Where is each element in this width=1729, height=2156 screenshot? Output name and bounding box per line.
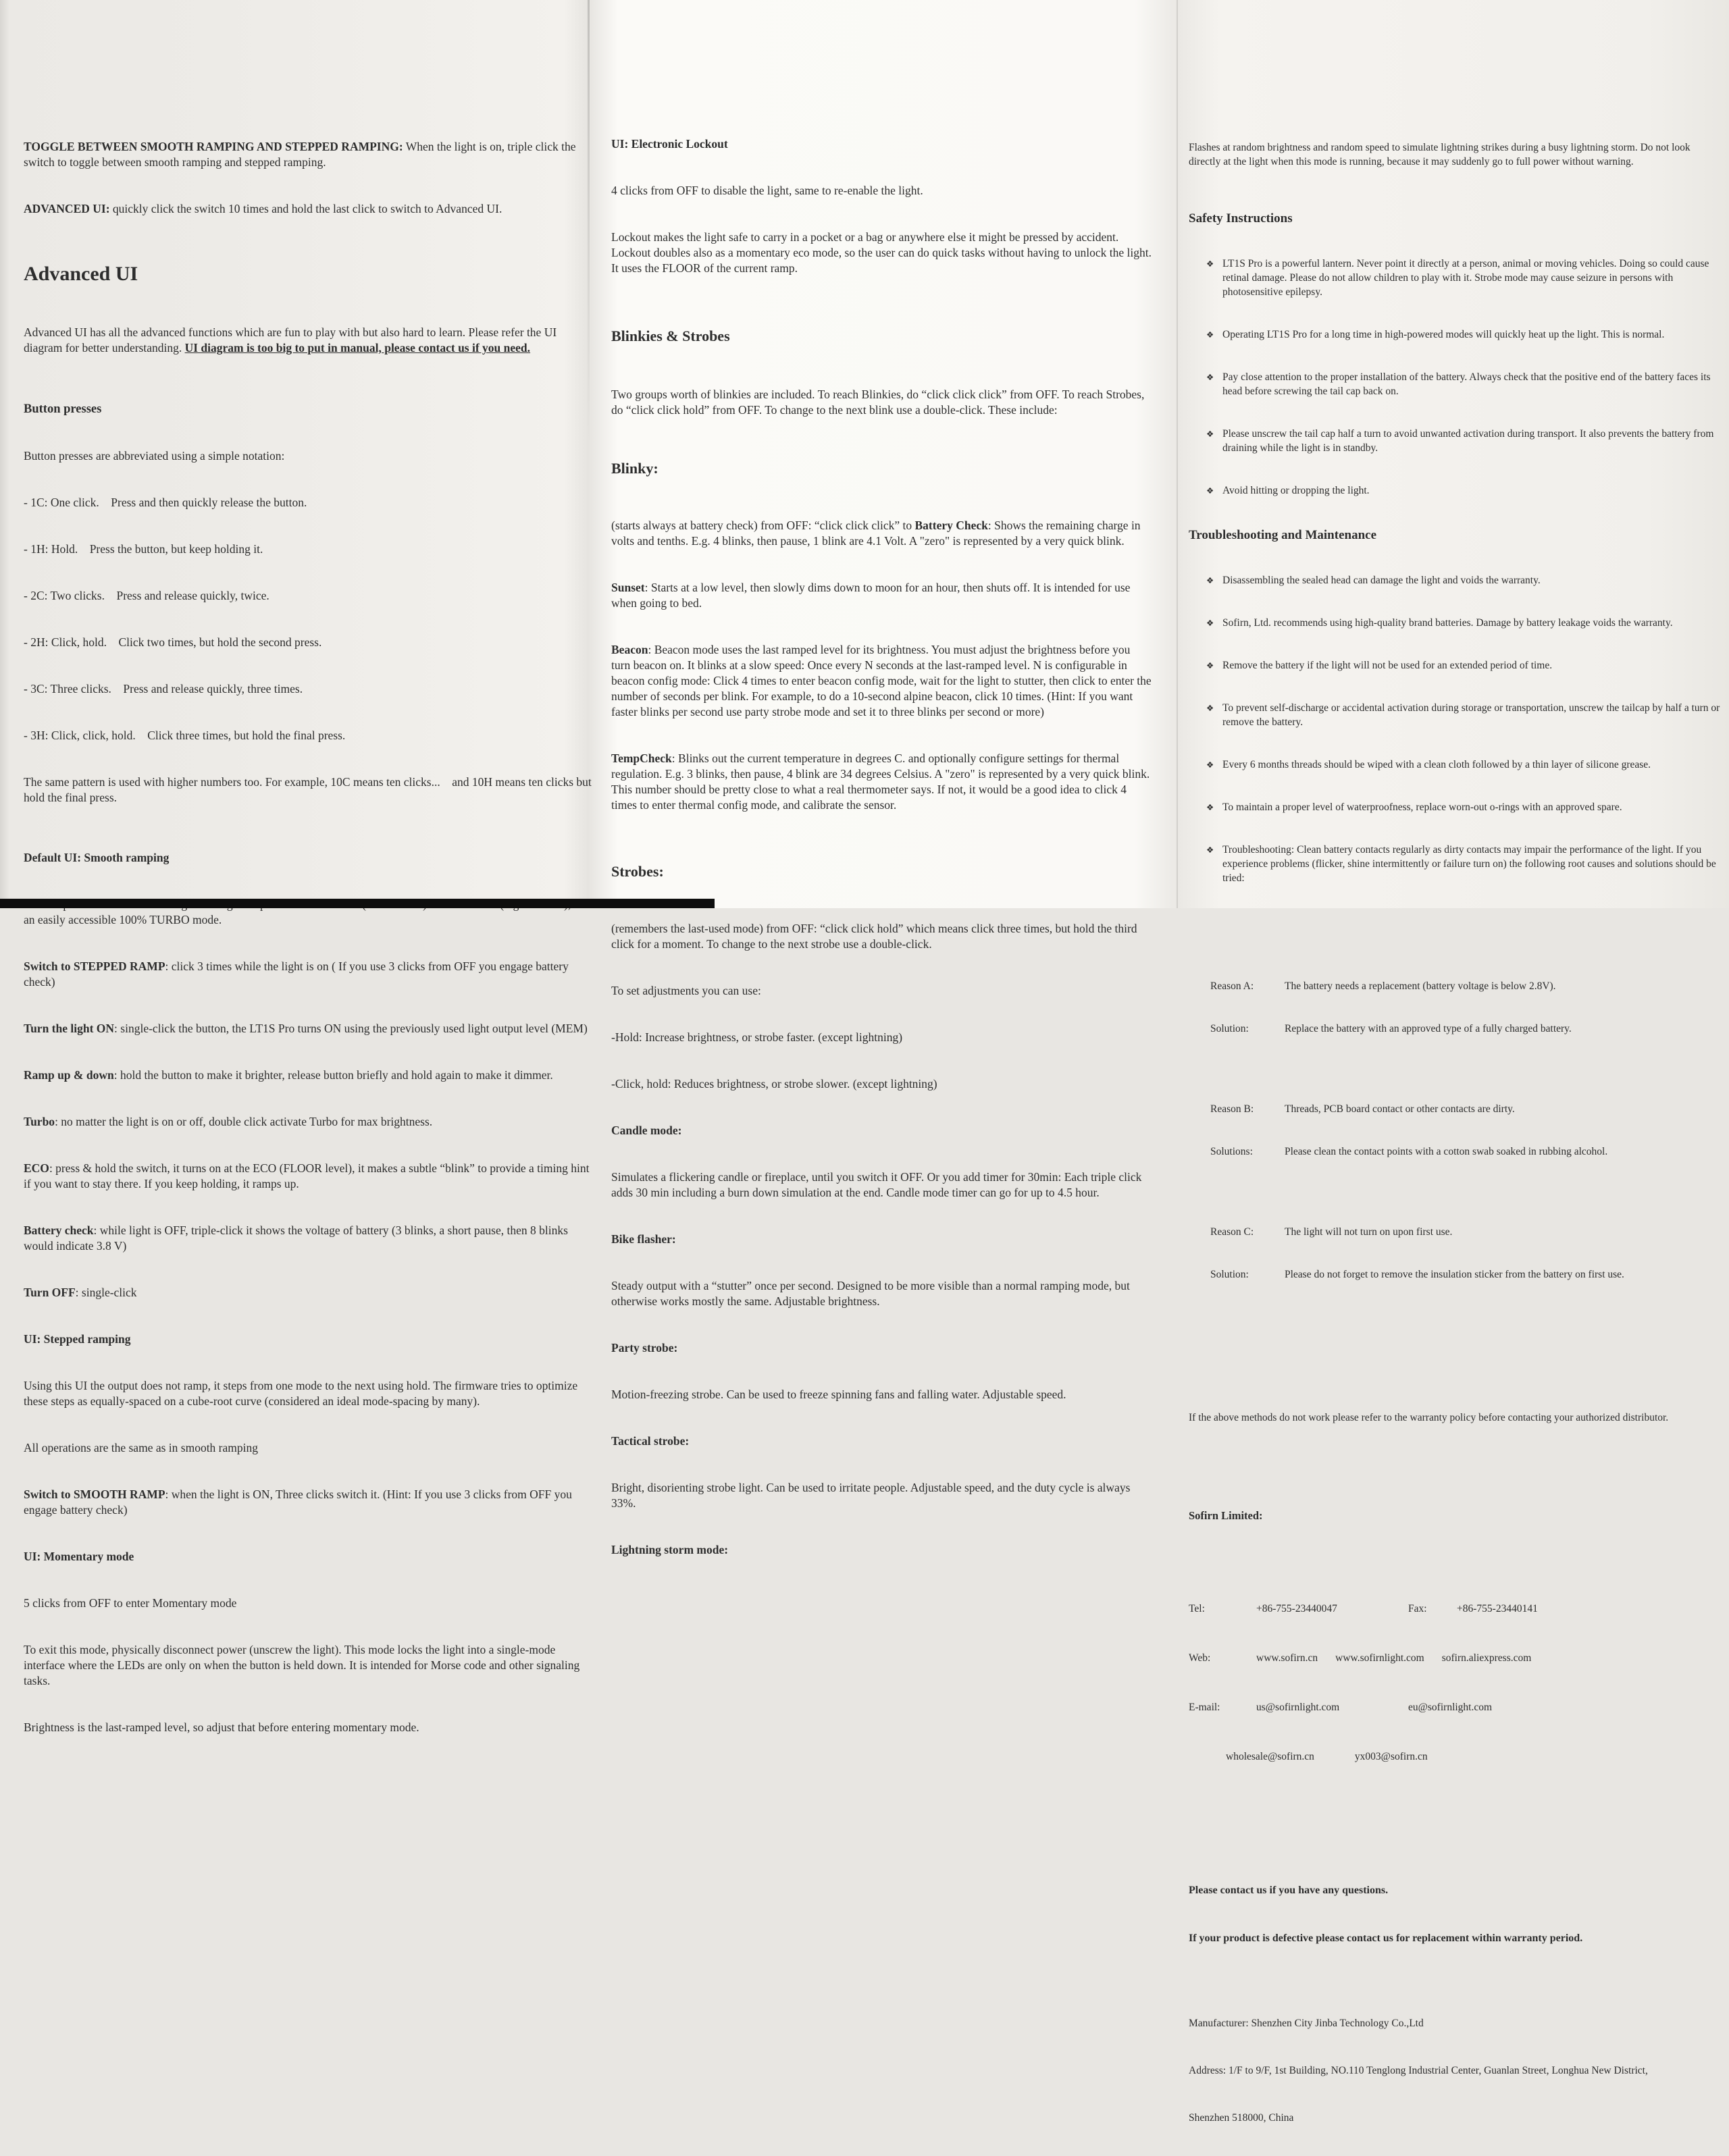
ui-entry	[611, 580, 1152, 611]
paragraph: The same pattern is used with higher numbers too. For example, 10C means ten clicks... and 10H means ten clicks but hold the final press.	[24, 775, 595, 804]
column-middle	[611, 105, 1155, 1589]
entry-lead: Switch to STEPPED RAMP	[24, 959, 165, 973]
contact-row	[1189, 1750, 1724, 1764]
scan-artifact-bar	[0, 899, 715, 908]
entry-lead: ECO	[24, 1161, 49, 1175]
maintenance-item-text: Sofirn, Ltd. recommends using high-quality brand batteries. Damage by battery leakage voids the warranty.	[1222, 617, 1673, 629]
entry-lead: Sunset	[611, 581, 645, 594]
diamond-bullet-icon: ❖	[1206, 259, 1214, 269]
safety-item	[1189, 483, 1724, 498]
contact-row	[1189, 1602, 1724, 1616]
list-item: - 1H: Hold. Press the button, but keep holding it.	[24, 542, 263, 556]
mode-heading: Party strobe:	[611, 1341, 678, 1355]
entry-text: : while light is OFF, triple-click it shows the voltage of battery (3 blinks, a short pause, then 8 blinks would indicate 3.8 V)	[24, 1224, 571, 1253]
contact-row	[1189, 1651, 1724, 1666]
paragraph: Button presses are abbreviated using a simple notation:	[24, 449, 285, 463]
tel-label: Tel:	[1189, 1603, 1205, 1614]
paragraph: Simulates a flickering candle or fireplace, until you switch it OFF. Or you add timer for 30min: Each triple click adds 30 min including a burn down simulation at the end. Candle mode timer can go for up to 4.5 hour.	[611, 1170, 1145, 1199]
entry-text: : hold the button to make it brighter, release button briefly and hold again to make it dimmer.	[113, 1068, 553, 1082]
safety-item-text: Please unscrew the tail cap half a turn to avoid unwanted activation during transport. It also prevents the battery from draining while the light is in standby.	[1222, 428, 1717, 454]
reason-text: The light will not turn on upon first use.	[1285, 1226, 1453, 1238]
spacer	[1189, 1841, 1724, 1852]
subsection-heading: UI: Stepped ramping	[24, 1332, 131, 1346]
maintenance-item-text: Disassembling the sealed head can damage the light and voids the warranty.	[1222, 575, 1541, 586]
entry-text: : single-click the button, the LT1S Pro turns ON using the previously used light output level (MEM)	[114, 1022, 588, 1035]
paragraph: Bright, disorienting strobe light. Can be used to irritate people. Adjustable speed, and the duty cycle is always 33%.	[611, 1481, 1133, 1510]
entry-text: : Beacon mode uses the last ramped level for its brightness. You must adjust the brightness before you turn beacon on. It blinks at a slow speed: Once every N seconds at the last-ramped level. N is configurable in beacon config mode: Click 4 times to enter beacon config mode, wait for the light to stutter, then click to enter the number of seconds per blink. For example, to do a 10-second alpine beacon, click 10 times. (Hint: If you want faster blinks per second use party strobe mode and set it to three blinks per second or more)	[611, 643, 1155, 718]
maintenance-item	[1189, 701, 1724, 729]
safety-item	[1189, 257, 1724, 299]
subsection-heading: Default UI: Smooth ramping	[24, 851, 170, 864]
entry-lead: Beacon	[611, 643, 648, 656]
reason-text: Threads, PCB board contact or other contacts are dirty.	[1285, 1103, 1515, 1115]
section-title: Strobes:	[611, 863, 664, 880]
reason-label: Reason B:	[1210, 1103, 1254, 1115]
spacer	[1189, 1976, 1724, 1986]
section-title: Advanced UI	[24, 263, 138, 285]
safety-item-text: Avoid hitting or dropping the light.	[1222, 485, 1370, 496]
safety-item	[1189, 327, 1724, 342]
paragraph: (remembers the last-used mode) from OFF: “click click hold” which means click three times, but hold the third click for a moment. To change to the next strobe use a double-click.	[611, 922, 1140, 951]
entry-text: : press & hold the switch, it turns on at the ECO (FLOOR level), it makes a subtle “blink” to provide a timing hint if you want to stay there. If you keep holding, it ramps up.	[24, 1161, 592, 1190]
diamond-bullet-icon: ❖	[1206, 802, 1214, 812]
paragraph: 5 clicks from OFF to enter Momentary mode	[24, 1596, 237, 1610]
diamond-bullet-icon: ❖	[1206, 760, 1214, 770]
manufacturer-line: Manufacturer: Shenzhen City Jinba Technology Co.,Ltd	[1189, 2018, 1424, 2029]
paragraph: Two groups worth of blinkies are included. To reach Blinkies, do “click click click” from OFF. To reach Strobes, do “click click hold” from OFF. To change to the next blink use a double-click. These include:	[611, 388, 1147, 417]
diamond-bullet-icon: ❖	[1206, 485, 1214, 496]
reason-label: Solution:	[1210, 1023, 1249, 1034]
entry-text: : click 3 times while the light is on ( If you use 3 clicks from OFF you engage battery check)	[24, 959, 572, 989]
subsection-heading: Button presses	[24, 402, 102, 416]
entry-text: : Blinks out the current temperature in degrees C. and optionally configure settings for thermal regulation. E.g. 3 blinks, then pause, 4 blink are 34 degrees Celsius. A "zero" is represented by a very quick blink. This number should be pretty close to what a real thermometer says. If not, it would be a good idea to click 4 times to enter thermal config mode, and calibrate the sensor.	[611, 752, 1153, 812]
ui-entry	[24, 1068, 596, 1083]
paragraph	[24, 201, 596, 217]
maintenance-item-text: Remove the battery if the light will not be used for an extended period of time.	[1222, 660, 1553, 671]
mode-heading: Bike flasher:	[611, 1232, 676, 1246]
reason-row	[1210, 979, 1724, 993]
maintenance-item-text: Troubleshooting: Clean battery contacts regularly as dirty contacts may impair the performance of the light. If you experience problems (flicker, shine intermittently or failure turn on) the following root causes and solutions should be tried:	[1222, 844, 1719, 884]
diamond-bullet-icon: ❖	[1206, 330, 1214, 340]
subsection-heading: UI: Electronic Lockout	[611, 137, 728, 151]
diamond-bullet-icon: ❖	[1206, 703, 1214, 713]
section-title: Blinky:	[611, 460, 659, 477]
paragraph: To set adjustments you can use:	[611, 984, 761, 997]
reason-row	[1210, 1225, 1724, 1239]
paragraph: Motion-freezing strobe. Can be used to freeze spinning fans and falling water. Adjustable speed.	[611, 1388, 1066, 1401]
website-link: www.sofirn.cn	[1256, 1652, 1318, 1664]
list-item: -Hold: Increase brightness, or strobe faster. (except lightning)	[611, 1030, 903, 1044]
ui-entry	[611, 642, 1155, 720]
mode-heading: Lightning storm mode:	[611, 1543, 729, 1556]
entry-lead: Switch to SMOOTH RAMP	[24, 1488, 165, 1501]
entry-lead: Ramp up & down	[24, 1068, 114, 1082]
reason-label: Solutions:	[1210, 1146, 1253, 1157]
entry-lead: TempCheck	[611, 752, 672, 765]
maintenance-item-text: To prevent self-discharge or accidental activation during storage or transportation, unscrew the tailcap by half a turn or remove the battery.	[1222, 702, 1723, 728]
entry-lead: Turn the light ON	[24, 1022, 115, 1035]
paragraph	[24, 325, 596, 356]
reason-text: The battery needs a replacement (battery voltage is below 2.8V).	[1285, 980, 1556, 992]
email-address: yx003@sofirn.cn	[1354, 1751, 1428, 1762]
paragraph-text: When the light is on, triple click the switch to toggle between smooth ramping and stepped ramping.	[24, 140, 579, 169]
ui-entry	[24, 1021, 596, 1036]
reason-row	[1210, 1267, 1724, 1282]
paragraph	[24, 139, 596, 170]
entry-text: : single-click	[75, 1286, 137, 1299]
list-item: - 3H: Click, click, hold. Click three times, but hold the final press.	[24, 729, 346, 742]
safety-item-text: LT1S Pro is a powerful lantern. Never point it directly at a person, animal or moving vehicles. Doing so could cause retinal damage. Please do not allow children to play with it. Strobe mode may cause seizure in persons with photosensitive epilepsy.	[1222, 258, 1712, 298]
ui-entry	[24, 1487, 596, 1518]
diamond-bullet-icon: ❖	[1206, 429, 1214, 439]
list-item: - 3C: Three clicks. Press and release quickly, three times.	[24, 682, 303, 695]
paragraph-text: (starts always at battery check) from OFF: “click click click” to	[611, 519, 915, 532]
entry-lead: Turn OFF	[24, 1286, 76, 1299]
paragraph: Using this UI the output does not ramp, it steps from one mode to the next using hold. The firmware tries to optimize these steps as equally-spaced on a cube-root curve (considered an ideal mode-spacing by many).	[24, 1379, 581, 1408]
underlined-note: UI diagram is too big to put in manual, please contact us if you need.	[184, 341, 531, 354]
web-label: Web:	[1189, 1652, 1211, 1664]
contact-block	[1189, 1573, 1724, 1799]
section-title: Safety Instructions	[1189, 211, 1293, 226]
reason-text: Replace the battery with an approved type of a fully charged battery.	[1285, 1023, 1572, 1034]
mode-heading: Tactical strobe:	[611, 1434, 690, 1448]
fax-label: Fax:	[1408, 1603, 1427, 1614]
email-address: us@sofirnlight.com	[1256, 1702, 1340, 1713]
maintenance-item	[1189, 658, 1724, 673]
website-link: www.sofirnlight.com	[1335, 1652, 1424, 1664]
maintenance-item-text: To maintain a proper level of waterproofness, replace worn-out o-rings with an approved spare.	[1222, 801, 1622, 813]
page-crease-right	[1177, 0, 1178, 908]
paragraph: Brightness is the last-ramped level, so adjust that before entering momentary mode.	[24, 1720, 419, 1734]
paragraph: To exit this mode, physically disconnect power (unscrew the light). This mode locks the light into a single-mode interface where the LEDs are only on when the button is held down. It is intended for Morse code and other signaling tasks.	[24, 1643, 583, 1687]
safety-item	[1189, 427, 1724, 455]
address-line: Shenzhen 518000, China	[1189, 2112, 1294, 2124]
list-item: - 1C: One click. Press and then quickly release the button.	[24, 496, 307, 509]
paragraph-text: Advanced UI has all the advanced functions which are fun to play with but also hard to learn. Please refer the UI diagram for better understanding.	[24, 325, 560, 354]
reason-text: Please do not forget to remove the insulation sticker from the battery on first use.	[1285, 1269, 1624, 1280]
ui-entry	[24, 1161, 596, 1192]
reason-label: Solution:	[1210, 1269, 1249, 1280]
entry-lead: Battery check	[24, 1224, 94, 1237]
section-title: Troubleshooting and Maintenance	[1189, 528, 1377, 542]
ui-entry	[24, 1223, 596, 1254]
bold-lead: TOGGLE BETWEEN SMOOTH RAMPING AND STEPPED RAMPING:	[24, 140, 403, 153]
maintenance-item	[1189, 800, 1724, 814]
list-item: - 2H: Click, hold. Click two times, but hold the second press.	[24, 635, 322, 649]
entry-lead: Turbo	[24, 1115, 55, 1128]
diamond-bullet-icon: ❖	[1206, 372, 1214, 382]
paragraph: an easily accessible 100% TURBO mode.	[24, 913, 222, 926]
entry-text: : no matter the light is on or off, double click activate Turbo for max brightness.	[55, 1115, 433, 1128]
website-link: sofirn.aliexpress.com	[1441, 1652, 1532, 1664]
diamond-bullet-icon: ❖	[1206, 660, 1214, 671]
maintenance-item	[1189, 616, 1724, 630]
company-heading: Sofirn Limited:	[1189, 1509, 1263, 1522]
ui-entry	[24, 959, 596, 990]
troubleshooting-list	[1189, 951, 1724, 1310]
paragraph: All operations are the same as in smooth ramping	[24, 1441, 259, 1454]
entry-text: : Starts at a low level, then slowly dims down to moon for an hour, then shuts off. It is intended for use when going to bed.	[611, 581, 1133, 610]
safety-item	[1189, 370, 1724, 398]
paragraph-text: : Shows the remaining charge in volts and tenths. E.g. 4 blinks, then pause, 1 blink are 4.1 Volt. A "zero" is represented by a very quick blink.	[611, 519, 1143, 548]
address-line: Address: 1/F to 9/F, 1st Building, NO.110 Tenglong Industrial Center, Guanlan Street, Longhua New District,	[1189, 2065, 1648, 2076]
mode-heading: Candle mode:	[611, 1124, 682, 1137]
section-title: Blinkies & Strobes	[611, 327, 730, 344]
paragraph: Steady output with a “stutter” once per second. Designed to be more visible than a normal ramping mode, but otherwise works mostly the same. Adjustable brightness.	[611, 1279, 1133, 1308]
fax-number: +86-755-23440141	[1457, 1603, 1538, 1614]
bold-lead: ADVANCED UI:	[24, 202, 110, 215]
email-label: E-mail:	[1189, 1702, 1220, 1713]
paragraph-text: quickly click the switch 10 times and hold the last click to switch to Advanced UI.	[109, 202, 502, 215]
reason-label: Reason A:	[1210, 980, 1254, 992]
contact-note: If your product is defective please contact us for replacement within warranty period.	[1189, 1932, 1583, 1944]
reason-text: Please clean the contact points with a cotton swab soaked in rubbing alcohol.	[1285, 1146, 1608, 1157]
reason-label: Reason C:	[1210, 1226, 1254, 1238]
ui-entry	[611, 751, 1152, 813]
paragraph	[611, 518, 1152, 549]
safety-item-text: Pay close attention to the proper installation of the battery. Always check that the positive end of the battery faces its head before screwing the tail cap back on.	[1222, 371, 1713, 397]
column-left	[24, 108, 596, 1766]
contact-row	[1189, 1700, 1724, 1715]
maintenance-item	[1189, 573, 1724, 587]
contact-note: Please contact us if you have any questions.	[1189, 1885, 1389, 1896]
paragraph: 4 clicks from OFF to disable the light, same to re-enable the light.	[611, 184, 923, 197]
maintenance-item	[1189, 758, 1724, 772]
paragraph: If the above methods do not work please refer to the warranty policy before contacting your authorized distributor.	[1189, 1412, 1669, 1423]
reason-row	[1210, 1102, 1724, 1116]
paragraph: Lockout makes the light safe to carry in a pocket or a bag or anywhere else it might be pressed by accident. Lockout doubles also as a momentary eco mode, so the user can do quick tasks without having to unlock the light. It uses the FLOOR of the current ramp.	[611, 230, 1155, 275]
entry-text: : when the light is ON, Three clicks switch it. (Hint: If you use 3 clicks from OFF you engage battery check)	[24, 1488, 575, 1517]
ui-entry	[24, 1114, 596, 1130]
subsection-heading: UI: Momentary mode	[24, 1550, 134, 1563]
ui-entry	[24, 1285, 596, 1300]
reason-row	[1210, 1022, 1724, 1036]
maintenance-item	[1189, 843, 1724, 885]
diamond-bullet-icon: ❖	[1206, 845, 1214, 855]
paragraph: Flashes at random brightness and random speed to simulate lightning strikes during a busy lightning storm. Do not look directly at the light when this mode is running, because it may suddenly go to full power without warning.	[1189, 142, 1693, 167]
list-item: - 2C: Two clicks. Press and release quickly, twice.	[24, 589, 269, 602]
spacer	[1210, 1187, 1724, 1197]
email-address: wholesale@sofirn.cn	[1226, 1751, 1314, 1762]
diamond-bullet-icon: ❖	[1206, 618, 1214, 628]
safety-item-text: Operating LT1S Pro for a long time in high-powered modes will quickly heat up the light. This is normal.	[1222, 329, 1665, 340]
column-right	[1189, 112, 1724, 2156]
maintenance-item-text: Every 6 months threads should be wiped with a clean cloth followed by a thin layer of silicone grease.	[1222, 759, 1651, 770]
spacer	[1189, 1453, 1724, 1480]
bold-lead: Battery Check	[914, 519, 988, 532]
email-address: eu@sofirnlight.com	[1408, 1702, 1493, 1713]
reason-row	[1210, 1145, 1724, 1159]
spacer	[1210, 1064, 1724, 1074]
diamond-bullet-icon: ❖	[1206, 575, 1214, 585]
tel-number: +86-755-23440047	[1256, 1603, 1337, 1614]
spacer	[1189, 1352, 1724, 1382]
list-item: -Click, hold: Reduces brightness, or strobe slower. (except lightning)	[611, 1077, 937, 1090]
